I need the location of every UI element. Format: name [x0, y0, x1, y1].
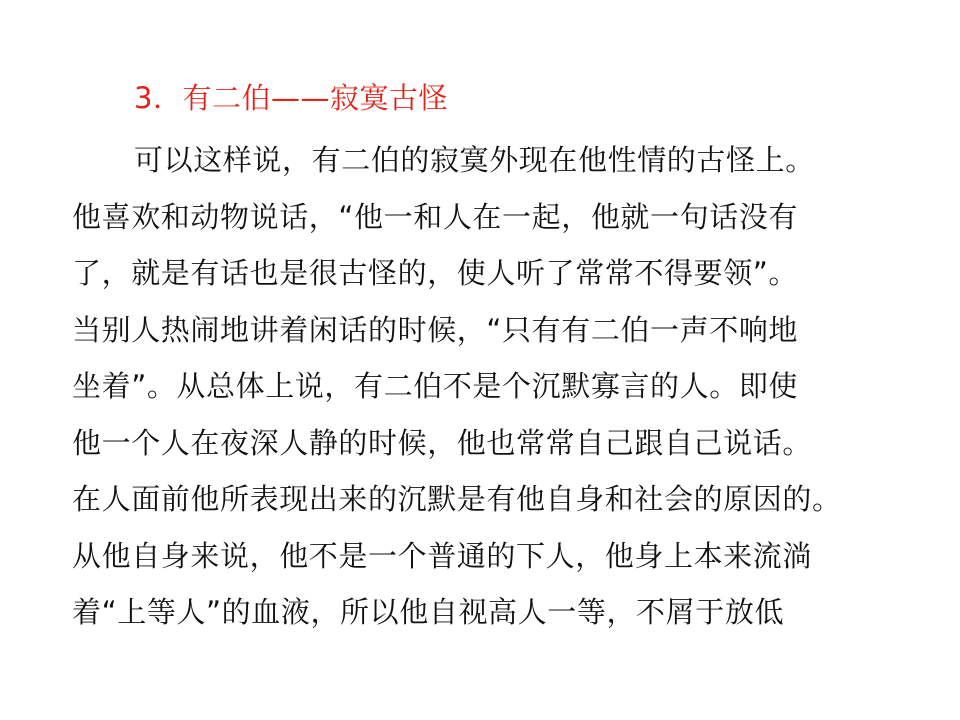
paragraph-line: 他一个人在夜深人静的时候，他也常常自己跟自己说话。: [72, 425, 813, 460]
section-heading: 3．有二伯——寂寞古怪: [134, 81, 448, 115]
paragraph-line: 在人面前他所表现出来的沉默是有他自身和社会的原因的。: [72, 482, 842, 516]
paragraph-line: 可以这样说，有二伯的寂寞外现在他性情的古怪上。: [134, 143, 815, 177]
paragraph-line: 了，就是有话也是很古怪的，使人听了常常不得要领”。: [72, 256, 799, 290]
body-paragraph: [72, 132, 892, 641]
paragraph-line: 他喜欢和动物说话，“他一和人在一起，他就一句话没有: [72, 199, 799, 234]
paragraph-line: 坐着”。从总体上说，有二伯不是个沉默寡言的人。即使: [72, 369, 799, 403]
paragraph-line: 从他自身来说，他不是一个普通的下人，他身上本来流淌: [72, 538, 813, 573]
paragraph-line: 着“上等人”的血液，所以他自视高人一等，不屑于放低: [72, 595, 785, 629]
paragraph-line: 当别人热闹地讲着闲话的时候，“只有有二伯一声不响地: [72, 312, 799, 347]
